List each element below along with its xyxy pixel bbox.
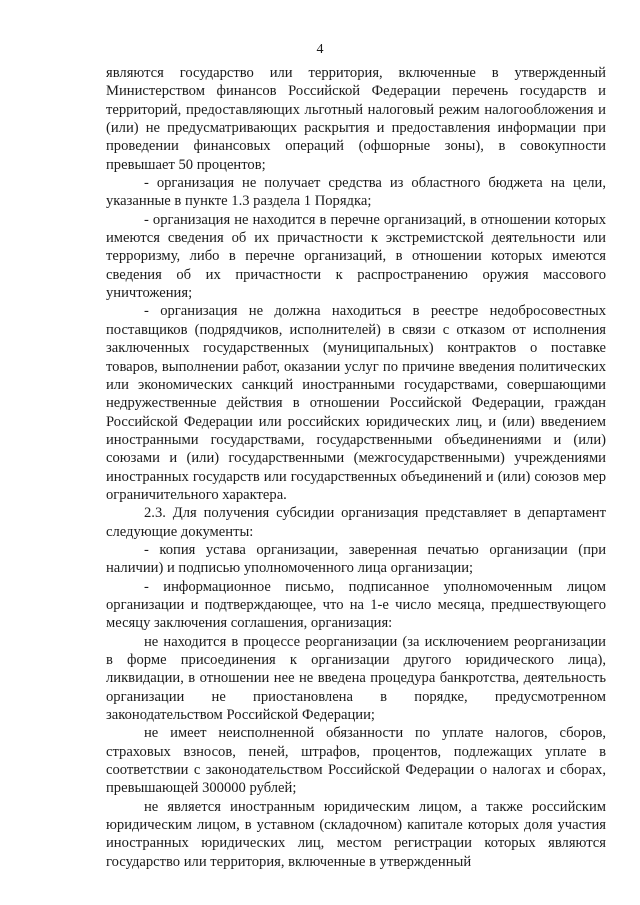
paragraph: - организация не находится в перечне организаций, в отношении которых имеются сведения об их причастности к экстремистской деятельности или терроризму, либо в перечне организаций, в отношении которых имеются сведения об их причастности к распространению оружия массового уничтожения; xyxy=(106,211,606,302)
paragraph: - организация не должна находиться в реестре недобросовестных поставщиков (подрядчиков, исполнителей) в связи с отказом от исполнения заключенных государственных (муниципальных) контрактов о поставке товаров, выполнении работ, оказании услуг по причине введения политических или экономических санкций иностранными государствами, совершающими недружественные действия в отношении Российской Федерации, граждан Российской Федерации или российских юридических лиц, и (или) введением иностранными государствами, государственными объединениями и (или) союзами и (или) государственными (межгосударственными) учреждениями иностранных государств или государственных объединений и (или) союзов мер ограничительного характера. xyxy=(106,303,606,503)
paragraph: являются государство или территория, включенные в утвержденный Министерством финансов Российской Федерации перечень государств и территорий, предоставляющих льготный налоговый режим налогообложения и (или) не предусматривающих раскрытия и предоставления информации при проведении финансовых операций (офшорные зоны), в совокупности превышает 50 процентов; xyxy=(106,65,606,173)
paragraph: 2.3. Для получения субсидии организация представляет в департамент следующие документы: xyxy=(106,505,606,540)
page-number: 4 xyxy=(316,42,324,57)
paragraph: не находится в процессе реорганизации (за исключением реорганизации в форме присоединения к организации другого юридического лица), ликвидации, в отношении нее не введена процедура банкротства, деятельность организации не приостановлена в порядке, предусмотренном законодательством Российской Федерации; xyxy=(106,633,606,724)
paragraph: не является иностранным юридическим лицом, а также российским юридическим лицом, в уставном (складочном) капитале которых доля участия иностранных юридических лиц, местом регистрации которых являются государство или территория, включенные в утвержденный xyxy=(106,798,606,870)
paragraph: - организация не получает средства из областного бюджета на цели, указанные в пункте 1.3 раздела 1 Порядка; xyxy=(106,175,606,210)
paragraph: - копия устава организации, заверенная печатью организации (при наличии) и подписью уполномоченного лица организации; xyxy=(106,541,606,577)
paragraph: - информационное письмо, подписанное уполномоченным лицом организации и подтверждающее, что на 1-е число месяца, предшествующего месяцу заключения соглашения, организация: xyxy=(106,578,606,632)
document-body xyxy=(106,64,606,871)
paragraph: не имеет неисполненной обязанности по уплате налогов, сборов, страховых взносов, пеней, штрафов, процентов, подлежащих уплате в соответствии с законодательством Российской Федерации о налогах и сборах, превышающей 300000 рублей; xyxy=(106,725,606,797)
